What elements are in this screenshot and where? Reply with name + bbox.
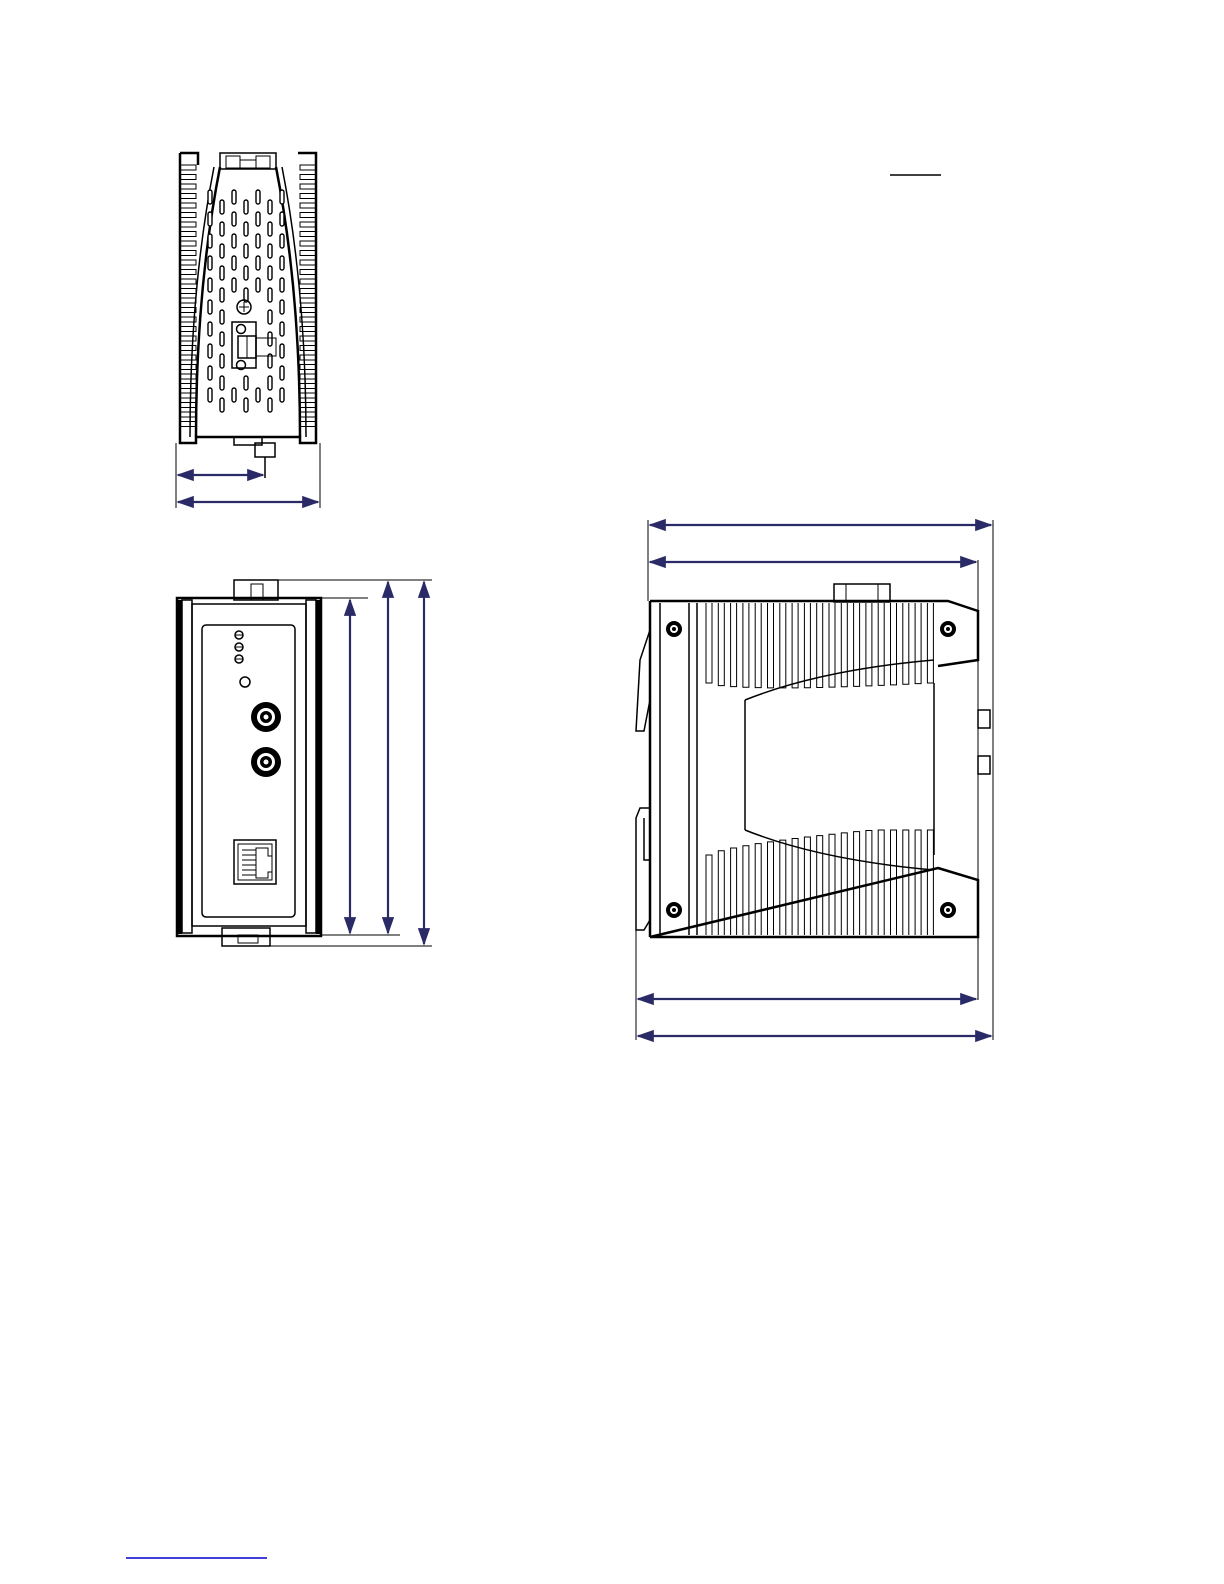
vent-slot: [208, 300, 212, 314]
vent-slot: [280, 300, 284, 314]
vent-slot: [268, 200, 272, 214]
vent-slot: [208, 234, 212, 248]
side-connector: [978, 710, 990, 728]
fin: [300, 222, 316, 227]
fin: [300, 232, 316, 237]
fin: [731, 848, 737, 935]
heat-sink-fins-left: [180, 165, 196, 427]
fin: [755, 844, 761, 935]
fin: [927, 603, 933, 683]
vent-slot: [268, 310, 272, 324]
vent-slot: [268, 332, 272, 346]
fin: [300, 384, 316, 389]
vent-slot: [268, 266, 272, 280]
vent-slot: [220, 266, 224, 280]
fin: [180, 251, 196, 256]
fin: [300, 289, 316, 294]
vent-slot: [232, 190, 236, 204]
side-view: [636, 520, 993, 1040]
fin: [768, 603, 774, 688]
fin: [300, 298, 316, 303]
fin: [180, 241, 196, 246]
fin: [300, 203, 316, 208]
fin: [300, 393, 316, 398]
vent-slot: [208, 322, 212, 336]
fin: [300, 412, 316, 417]
fin: [804, 837, 810, 935]
screw-icon: [940, 902, 956, 918]
vent-slot: [268, 376, 272, 390]
fin: [792, 603, 798, 688]
screw-icon: [666, 621, 682, 637]
vent-slot: [256, 278, 260, 292]
vent-slot: [220, 398, 224, 412]
fin: [743, 846, 749, 935]
screw-icon: [666, 902, 682, 918]
fin: [768, 842, 774, 935]
fin: [755, 603, 761, 688]
fin: [300, 251, 316, 256]
fin: [841, 833, 847, 935]
vent-slot: [280, 278, 284, 292]
vent-slot: [256, 256, 260, 270]
fin: [180, 165, 196, 170]
fin: [180, 365, 196, 370]
fin: [854, 832, 860, 935]
fin: [866, 603, 872, 686]
vent-slot: [268, 244, 272, 258]
vent-slot: [244, 376, 248, 390]
fin: [300, 403, 316, 408]
fin: [817, 836, 823, 935]
vent-slot: [280, 256, 284, 270]
fin: [300, 184, 316, 189]
fin: [300, 374, 316, 379]
vent-slot: [208, 256, 212, 270]
vent-slot: [280, 344, 284, 358]
fin: [866, 830, 872, 935]
vent-slot: [256, 234, 260, 248]
vent-slot: [280, 366, 284, 380]
fin: [300, 346, 316, 351]
fin: [731, 603, 737, 687]
fin: [180, 270, 196, 275]
heat-sink-fins: [706, 603, 934, 935]
fin: [180, 412, 196, 417]
vent-slot: [280, 234, 284, 248]
fin: [180, 403, 196, 408]
vent-slot: [280, 190, 284, 204]
fin: [903, 603, 909, 684]
fin: [841, 603, 847, 687]
vent-slot: [208, 212, 212, 226]
vent-slot: [256, 190, 260, 204]
fin: [180, 384, 196, 389]
fin: [300, 270, 316, 275]
fin: [180, 298, 196, 303]
vent-slot: [232, 278, 236, 292]
vent-slot: [244, 266, 248, 280]
vent-slot: [244, 244, 248, 258]
fin: [706, 603, 712, 683]
fin: [180, 175, 196, 180]
fin: [180, 260, 196, 265]
top-clip: [834, 584, 890, 602]
vent-slot: [220, 332, 224, 346]
fin: [927, 830, 933, 935]
vent-slot: [220, 354, 224, 368]
fin: [180, 203, 196, 208]
reset-button: [240, 677, 250, 687]
top-connector: [220, 153, 276, 169]
vent-slot: [220, 222, 224, 236]
front-view: [177, 580, 432, 946]
fin: [180, 355, 196, 360]
vent-slot: [208, 190, 212, 204]
screw-icon: [237, 300, 251, 314]
front-panel: [202, 625, 295, 917]
fin: [718, 603, 724, 686]
fin: [300, 213, 316, 218]
vent-slot: [220, 376, 224, 390]
fin: [300, 260, 316, 265]
fin: [300, 308, 316, 313]
fin: [780, 840, 786, 935]
heat-sink-fins-right: [300, 165, 316, 427]
fin: [180, 346, 196, 351]
fin: [804, 603, 810, 688]
led-indicator-icon: [235, 631, 243, 663]
fin: [180, 232, 196, 237]
vent-slot: [280, 212, 284, 226]
fin: [878, 603, 884, 685]
fin: [300, 175, 316, 180]
fin: [180, 213, 196, 218]
vent-slot: [220, 288, 224, 302]
fin: [300, 355, 316, 360]
vent-slot: [220, 310, 224, 324]
fin: [300, 422, 316, 427]
fin: [180, 279, 196, 284]
fin: [300, 279, 316, 284]
vent-slot: [232, 256, 236, 270]
fin: [891, 603, 897, 685]
vent-slot: [232, 212, 236, 226]
vent-slot: [232, 388, 236, 402]
fin: [817, 603, 823, 687]
screw-icon: [940, 621, 956, 637]
fin: [780, 603, 786, 688]
vent-slot: [208, 366, 212, 380]
vent-slot: [220, 200, 224, 214]
vent-slot: [244, 222, 248, 236]
fin: [792, 839, 798, 935]
fin: [300, 241, 316, 246]
fin: [180, 194, 196, 199]
vent-slot: [280, 388, 284, 402]
rj45-port-icon: [234, 840, 276, 884]
fin: [300, 165, 316, 170]
fin: [854, 603, 860, 686]
fin: [180, 422, 196, 427]
vent-slot: [232, 234, 236, 248]
fin: [180, 393, 196, 398]
fin: [300, 194, 316, 199]
fin: [915, 603, 921, 684]
vent-slot: [268, 398, 272, 412]
fin: [743, 603, 749, 687]
fin: [180, 308, 196, 313]
fin: [829, 834, 835, 935]
vent-slot: [208, 278, 212, 292]
vent-slot: [256, 388, 260, 402]
vent-slot: [208, 344, 212, 358]
bnc-connector-icon: [251, 747, 281, 777]
fin: [300, 365, 316, 370]
fin: [915, 830, 921, 935]
vent-slot: [208, 388, 212, 402]
vent-slot: [244, 200, 248, 214]
vent-slot: [268, 222, 272, 236]
vent-slot: [220, 244, 224, 258]
fin: [180, 184, 196, 189]
fin: [180, 289, 196, 294]
fin: [718, 851, 724, 935]
fin: [180, 374, 196, 379]
vent-slot: [268, 288, 272, 302]
bnc-connector-icon: [251, 702, 281, 732]
side-connector: [978, 756, 990, 774]
fin: [891, 830, 897, 935]
vent-slot: [244, 398, 248, 412]
top-view: [176, 153, 320, 508]
fin: [180, 222, 196, 227]
vent-slot: [280, 322, 284, 336]
vent-slot: [256, 212, 260, 226]
fin: [903, 830, 909, 935]
